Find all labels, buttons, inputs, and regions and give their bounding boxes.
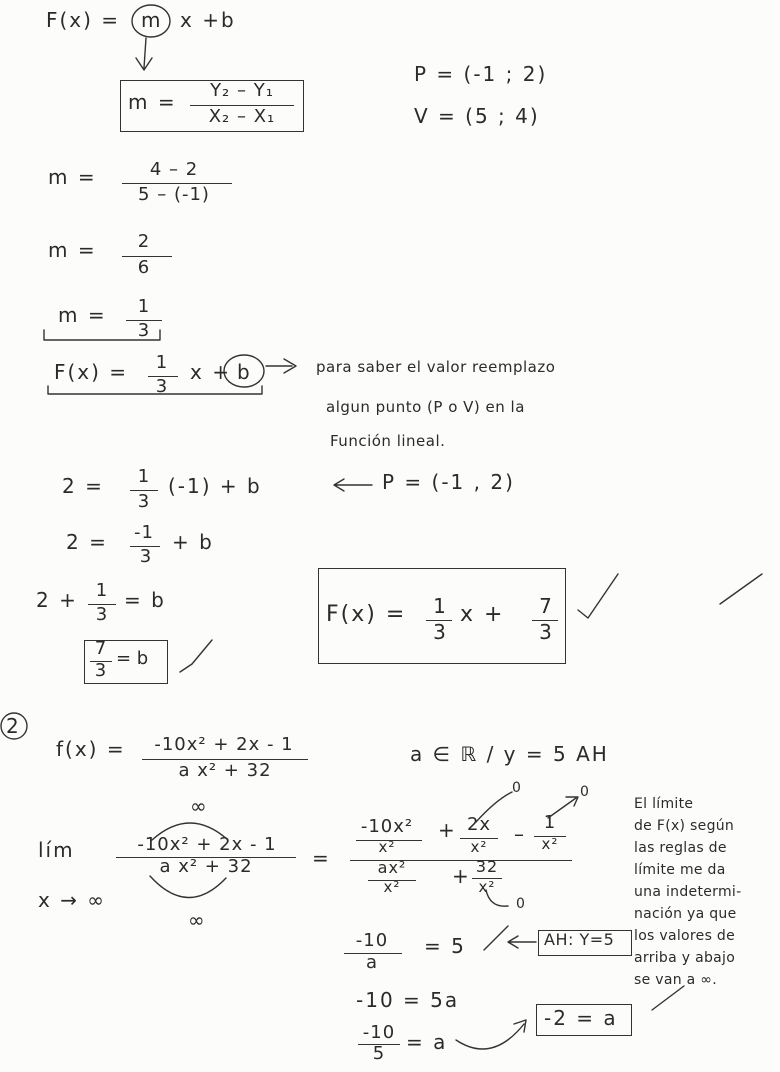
step1-lhs: m =: [48, 165, 97, 189]
point-p: P = (-1 ; 2): [414, 62, 548, 86]
plus2: +: [452, 864, 471, 888]
zero-2: 0: [580, 784, 591, 800]
den2-denominator: x²: [478, 878, 496, 896]
final-num1: 1: [433, 594, 447, 618]
final-den2: 3: [539, 620, 553, 644]
res1-numerator: -10: [355, 930, 389, 951]
step2-lhs: m =: [48, 238, 97, 262]
sub2-lhs: 2 =: [66, 530, 108, 554]
slope-formula-denominator: X₂ – X₁: [208, 106, 276, 127]
problem-number: 2: [6, 714, 21, 738]
line-equation-rest: x +b: [180, 8, 236, 32]
arrow-curve-to-answer-icon: [456, 1020, 526, 1049]
explanation-line-3: Función lineal.: [330, 432, 446, 450]
ah-box-label: AH: Y=5: [544, 930, 615, 949]
final-lhs: F(x) =: [326, 602, 407, 627]
partial-fx-denominator: 3: [155, 376, 169, 397]
b-result-numerator: 7: [94, 638, 108, 659]
note-line-7: los valores de: [634, 928, 736, 944]
note-line-2: de F(x) según: [634, 818, 735, 834]
note-line-4: límite me da: [634, 862, 726, 878]
partial-fx-lhs: F(x) =: [54, 360, 129, 384]
final-num2: 7: [539, 594, 553, 618]
arrow-right-icon: [266, 359, 296, 373]
sub2-denominator: 3: [139, 546, 153, 567]
partial-fx-b-circled: b: [237, 360, 252, 384]
infinity-bottom: ∞: [188, 908, 207, 932]
zero-1: 0: [512, 780, 523, 796]
den1-denominator: x²: [383, 878, 401, 896]
sub1-point-note: P = (-1 , 2): [382, 470, 515, 494]
term3-numerator: 1: [543, 812, 557, 833]
check-icon: [484, 926, 508, 950]
condition: a ∈ ℝ / y = 5 AH: [410, 742, 609, 766]
den2-numerator: 32: [475, 857, 499, 876]
note-line-9: se van a ∞.: [634, 972, 717, 988]
check-icon: [180, 640, 212, 672]
fx-numerator: -10x² + 2x - 1: [154, 734, 294, 755]
term3-denominator: x²: [541, 835, 559, 853]
partial-fx-x: x +: [190, 360, 231, 384]
lim-subscript: x → ∞: [38, 888, 106, 912]
step1-denominator: 5 – (-1): [138, 184, 210, 205]
minus1: –: [514, 822, 526, 846]
slope-symbol-circled: m: [141, 8, 163, 32]
sub2-rest: + b: [172, 530, 214, 554]
sub1-lhs: 2 =: [62, 474, 104, 498]
den1-numerator: ax²: [377, 858, 407, 877]
lim-numerator: -10x² + 2x - 1: [137, 834, 277, 855]
check-icon: [720, 574, 762, 604]
res3-denominator: 5: [372, 1043, 386, 1064]
plus1: +: [438, 818, 457, 842]
step1-numerator: 4 – 2: [149, 159, 199, 180]
line-equation-label: F(x) =: [46, 8, 121, 32]
explanation-line-1: para saber el valor reemplazo: [316, 358, 556, 376]
explanation-line-2: algun punto (P o V) en la: [326, 398, 525, 416]
sub3-rest: = b: [124, 588, 166, 612]
note-line-3: las reglas de: [634, 840, 727, 856]
res3-numerator: -10: [362, 1022, 396, 1043]
sub3-lhs: 2 +: [36, 588, 78, 612]
term1-denominator: x²: [378, 838, 396, 856]
fx-lhs: f(x) =: [56, 737, 126, 761]
partial-fx-numerator: 1: [155, 352, 169, 373]
b-result-rest: = b: [116, 648, 149, 669]
note-line-1: El límite: [634, 796, 694, 812]
check-icon: [652, 986, 684, 1010]
final-mid: x +: [460, 602, 505, 627]
point-v: V = (5 ; 4): [414, 104, 540, 128]
step2-numerator: 2: [137, 231, 151, 252]
lim-equals: =: [312, 846, 331, 870]
sub1-denominator: 3: [137, 491, 151, 512]
zero-3: 0: [516, 896, 527, 912]
term2-denominator: x²: [470, 838, 488, 856]
res1-rest: = 5: [424, 934, 466, 958]
res1-denominator: a: [365, 952, 379, 973]
b-result-denominator: 3: [94, 660, 108, 681]
arrow-left-icon: [334, 479, 372, 491]
slope-formula-lhs: m =: [128, 90, 177, 114]
infinity-arc-bottom: [150, 876, 226, 898]
lim-word: lím: [38, 838, 75, 862]
res3-rest: = a: [406, 1030, 448, 1054]
res2: -10 = 5a: [356, 988, 460, 1012]
lim-denominator: a x² + 32: [159, 856, 253, 877]
note-line-6: nación ya que: [634, 906, 737, 922]
step3-numerator: 1: [137, 296, 151, 317]
term2-numerator: 2x: [466, 814, 492, 835]
note-line-8: arriba y abajo: [634, 950, 736, 966]
answer: -2 = a: [544, 1006, 618, 1030]
term1-numerator: -10x²: [360, 816, 414, 837]
arrow-left-icon: [508, 936, 536, 948]
sub1-numerator: 1: [137, 466, 151, 487]
sub3-numerator: 1: [95, 580, 109, 601]
slope-formula-numerator: Y₂ – Y₁: [210, 80, 274, 101]
check-icon: [578, 574, 618, 618]
sub3-denominator: 3: [95, 604, 109, 625]
sub2-numerator: -1: [134, 522, 154, 543]
fx-denominator: a x² + 32: [178, 760, 272, 781]
step2-denominator: 6: [137, 257, 151, 278]
step3-denominator: 3: [137, 320, 151, 341]
sub1-rest: (-1) + b: [168, 474, 262, 498]
final-den1: 3: [433, 620, 447, 644]
infinity-top: ∞: [190, 794, 209, 818]
arrow-down-icon: [136, 38, 152, 70]
note-line-5: una indetermi-: [634, 884, 742, 900]
step3-lhs: m =: [58, 303, 107, 327]
